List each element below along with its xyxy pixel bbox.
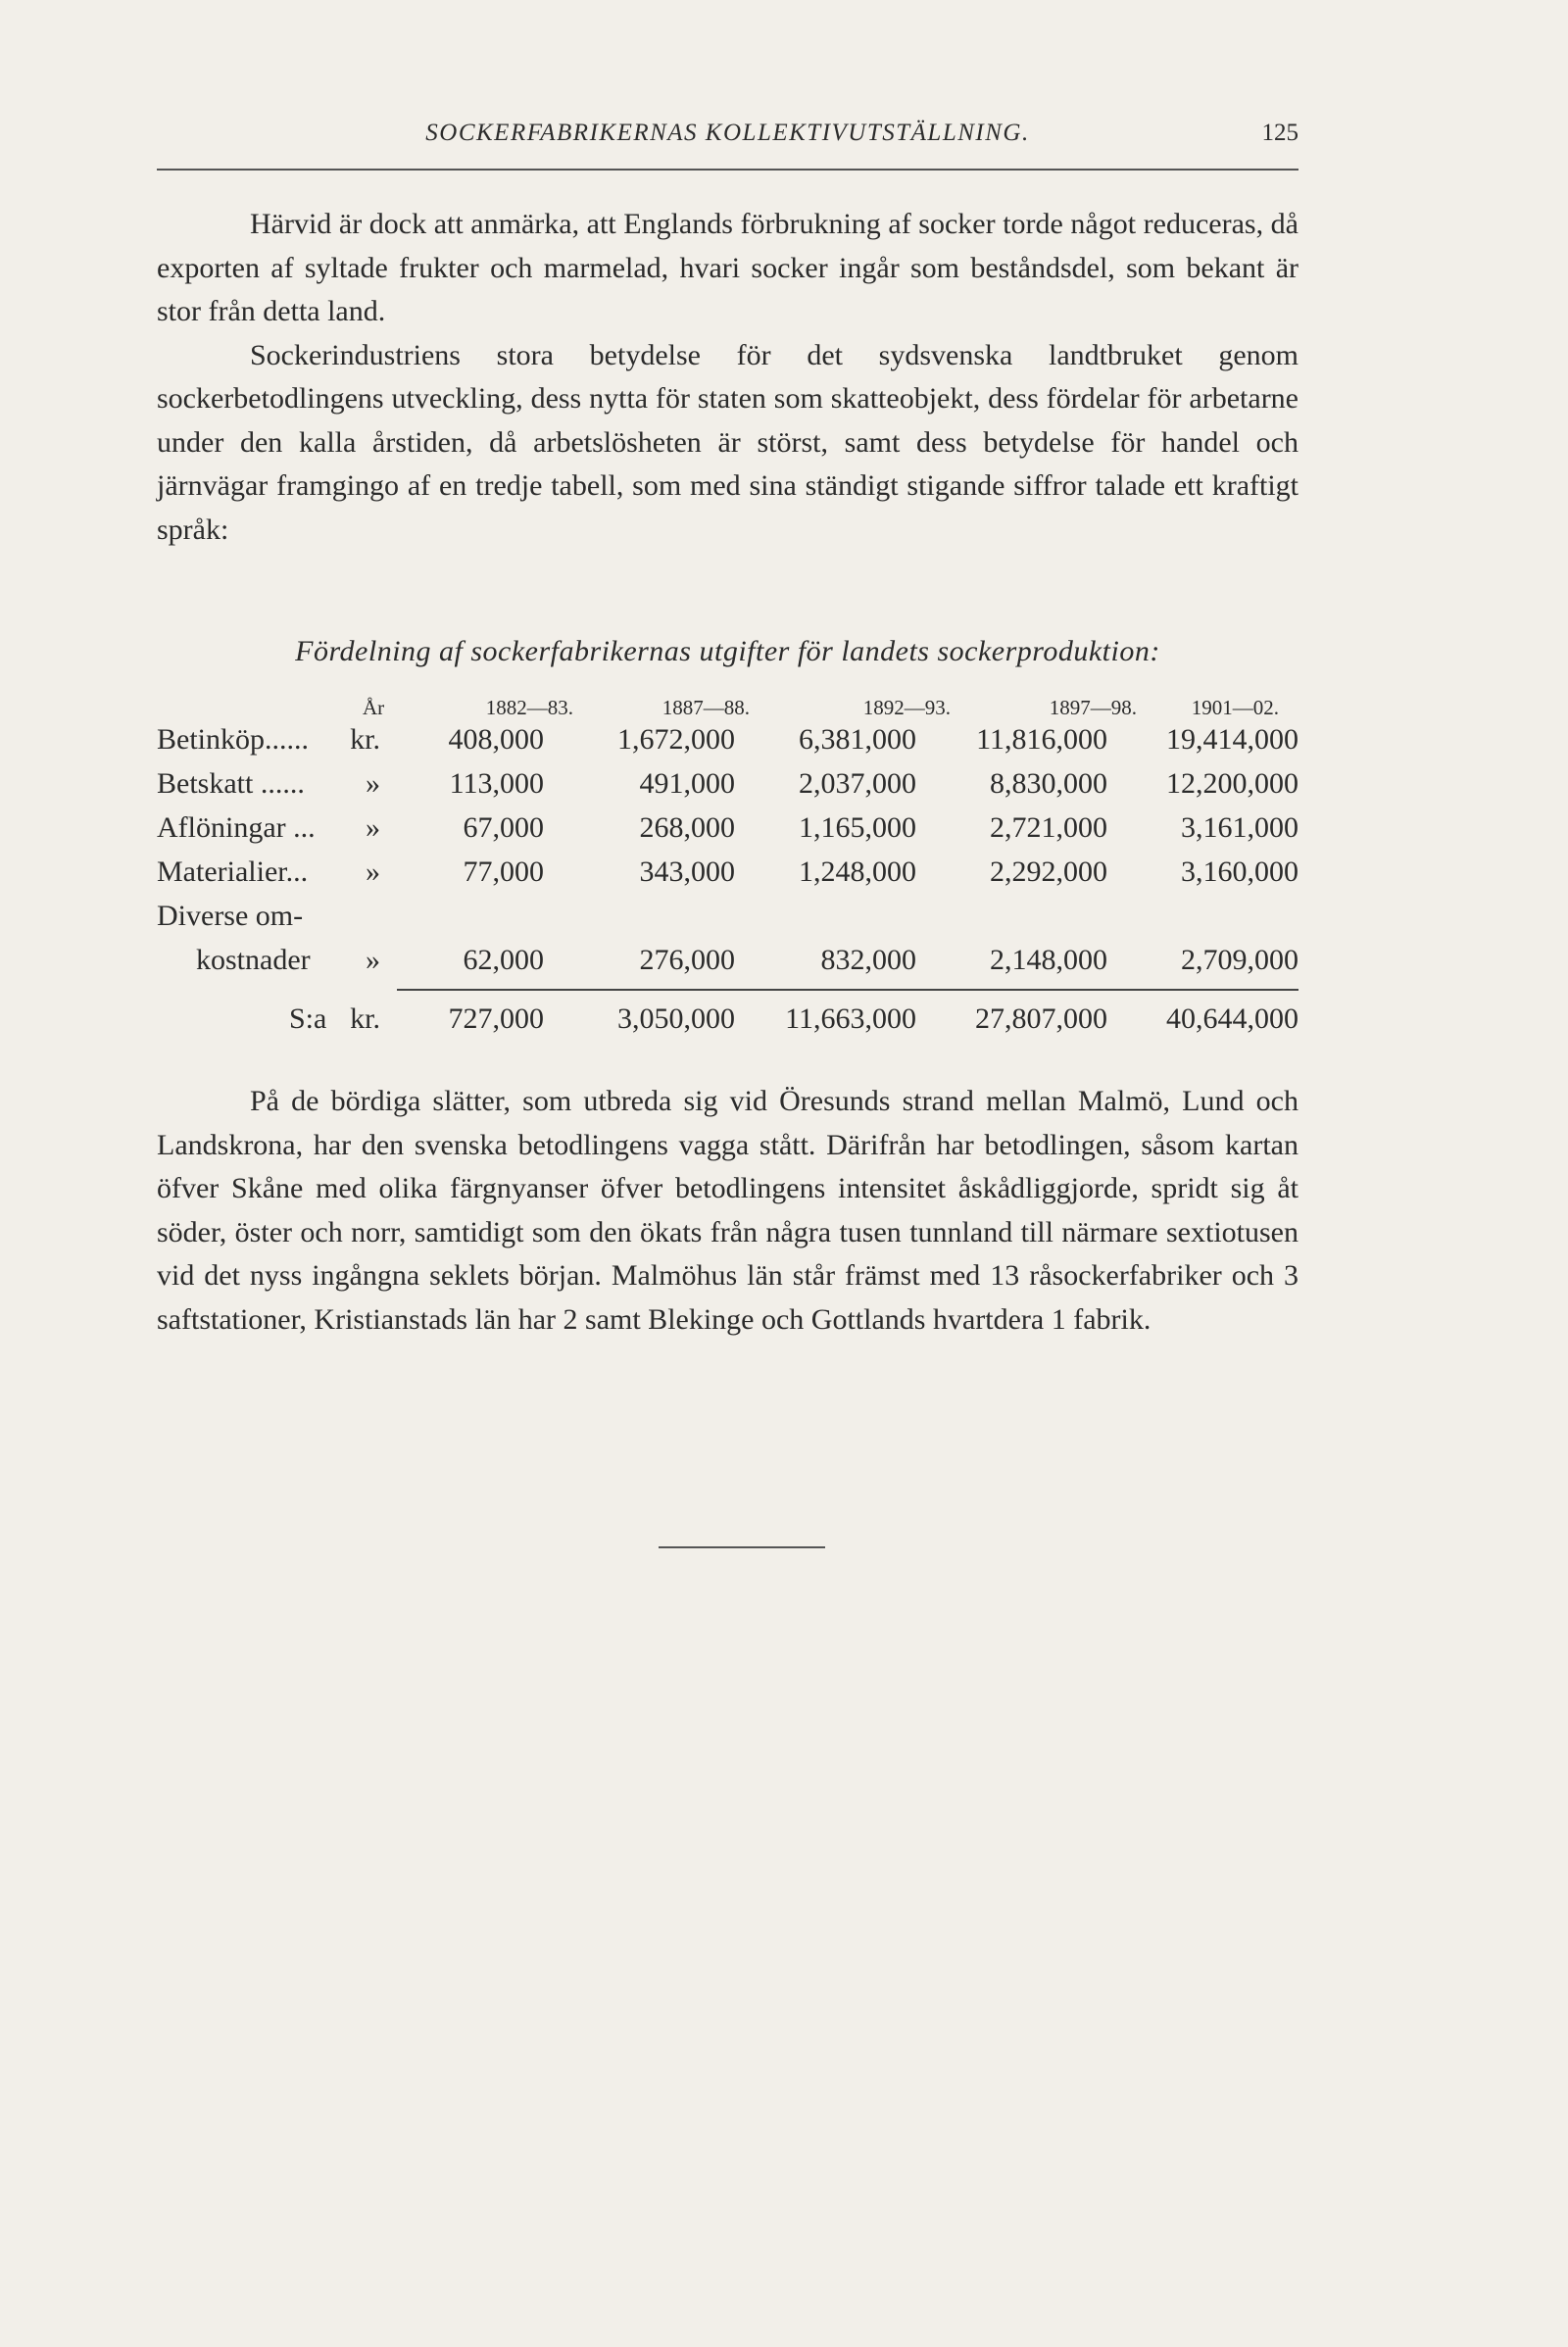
table-cell: 62,000 xyxy=(463,944,544,976)
table-cell: 2,721,000 xyxy=(990,811,1107,844)
body-text xyxy=(157,203,1298,552)
table-row xyxy=(157,767,1298,811)
row-label: Betinköp...... xyxy=(157,723,309,756)
table-cell: 1,672,000 xyxy=(617,723,735,756)
table-cell: 67,000 xyxy=(463,811,544,844)
table-cell: 408,000 xyxy=(448,723,544,756)
header-rule xyxy=(157,169,1298,171)
table-cell: 832,000 xyxy=(820,944,916,976)
year-header: 1897—98. xyxy=(1049,696,1137,719)
table-cell: 1,165,000 xyxy=(799,811,916,844)
table-cell: 2,148,000 xyxy=(990,944,1107,976)
table-cell: 77,000 xyxy=(463,856,544,888)
table-caption: Fördelning af sockerfabrikernas utgifter för landets sockerproduktion: xyxy=(295,635,1160,667)
table-header-row xyxy=(157,686,1298,723)
table-row xyxy=(157,811,1298,856)
paragraph: Sockerindustriens stora betydelse för det sydsvenska landtbruket genom sockerbetodlingens utveckling, dess nytta för staten som skatteobjekt, dess fördelar för arbetarne under den kalla årstiden, då arbetslösheten är störst, samt dess betydelse för handel och järnvägar framgingo af en tredje tabell, som med sina ständigt stigande siffror talade ett kraftigt språk: xyxy=(157,338,1298,546)
table-cell: 727,000 xyxy=(448,1002,544,1035)
table-cell: 3,161,000 xyxy=(1181,811,1298,844)
table-cell: 276,000 xyxy=(639,944,735,976)
row-unit: » xyxy=(366,856,380,888)
table-cell: 3,050,000 xyxy=(617,1002,735,1035)
row-unit: » xyxy=(366,767,380,800)
table-cell: 2,037,000 xyxy=(799,767,916,800)
table-cell: 268,000 xyxy=(639,811,735,844)
table-row xyxy=(157,723,1298,767)
table-cell: 8,830,000 xyxy=(990,767,1107,800)
row-label: Aflöningar ... xyxy=(157,811,316,844)
table-row xyxy=(157,856,1298,900)
table-cell: 27,807,000 xyxy=(975,1002,1107,1035)
year-header: 1901—02. xyxy=(1191,696,1279,719)
table-cell: 40,644,000 xyxy=(1166,1002,1298,1035)
table-cell: 1,248,000 xyxy=(799,856,916,888)
expenditure-table xyxy=(157,686,1298,1047)
table-cell: 12,200,000 xyxy=(1166,767,1298,800)
table-cell: 11,816,000 xyxy=(976,723,1107,756)
year-label: År xyxy=(363,696,385,719)
running-title: SOCKERFABRIKERNAS KOLLEKTIVUTSTÄLLNING. xyxy=(425,120,1030,146)
row-unit: kr. xyxy=(350,723,380,756)
end-rule xyxy=(659,1546,825,1548)
row-label: Diverse om- xyxy=(157,900,304,932)
table-row xyxy=(157,944,1298,988)
page-header xyxy=(157,120,1298,159)
total-label: S:a xyxy=(289,1002,327,1035)
table-cell: 113,000 xyxy=(449,767,544,800)
row-label: Materialier... xyxy=(157,856,309,888)
paragraph: På de bördiga slätter, som utbreda sig vid Öresunds strand mellan Malmö, Lund och Landskrona, har den svenska betodlingens vagga stått. Därifrån har betodlingen, såsom kartan öfver Skåne med olika färgnyanser öfver betodlingens intensitet åskådliggjorde, spridt sig åt söder, öster och norr, samtidigt som den ökats från några tusen tunnland till närmare sextiotusen vid det nyss ingångna seklets början. Malmöhus län står främst med 13 råsockerfabriker och 3 saftstationer, Kristianstads län har 2 samt Blekinge och Gottlands hvartdera 1 fabrik. xyxy=(157,1085,1298,1336)
table-cell: 3,160,000 xyxy=(1181,856,1298,888)
row-label: kostnader xyxy=(196,944,311,976)
row-unit: » xyxy=(366,944,380,976)
row-unit: kr. xyxy=(350,1002,380,1035)
table-cell: 2,292,000 xyxy=(990,856,1107,888)
row-label: Betskatt ...... xyxy=(157,767,305,800)
year-header: 1887—88. xyxy=(662,696,750,719)
closing-text xyxy=(157,1080,1298,1342)
table-cell: 343,000 xyxy=(639,856,735,888)
page-number: 125 xyxy=(1261,120,1298,146)
table-row-label-continuation xyxy=(157,900,1298,944)
table-cell: 19,414,000 xyxy=(1166,723,1298,756)
sum-rule xyxy=(397,989,1298,991)
year-header: 1892—93. xyxy=(862,696,951,719)
table-cell: 6,381,000 xyxy=(799,723,916,756)
table-cell: 11,663,000 xyxy=(785,1002,916,1035)
paragraph: Härvid är dock att anmärka, att Englands förbrukning af socker torde något reduceras, då exporten af syltade frukter och marmelad, hvari socker ingår som beståndsdel, som bekant är stor från detta land. xyxy=(157,208,1298,327)
year-header: 1882—83. xyxy=(485,696,573,719)
table-cell: 491,000 xyxy=(639,767,735,800)
row-unit: » xyxy=(366,811,380,844)
table-total-row xyxy=(157,1002,1298,1047)
table-cell: 2,709,000 xyxy=(1181,944,1298,976)
